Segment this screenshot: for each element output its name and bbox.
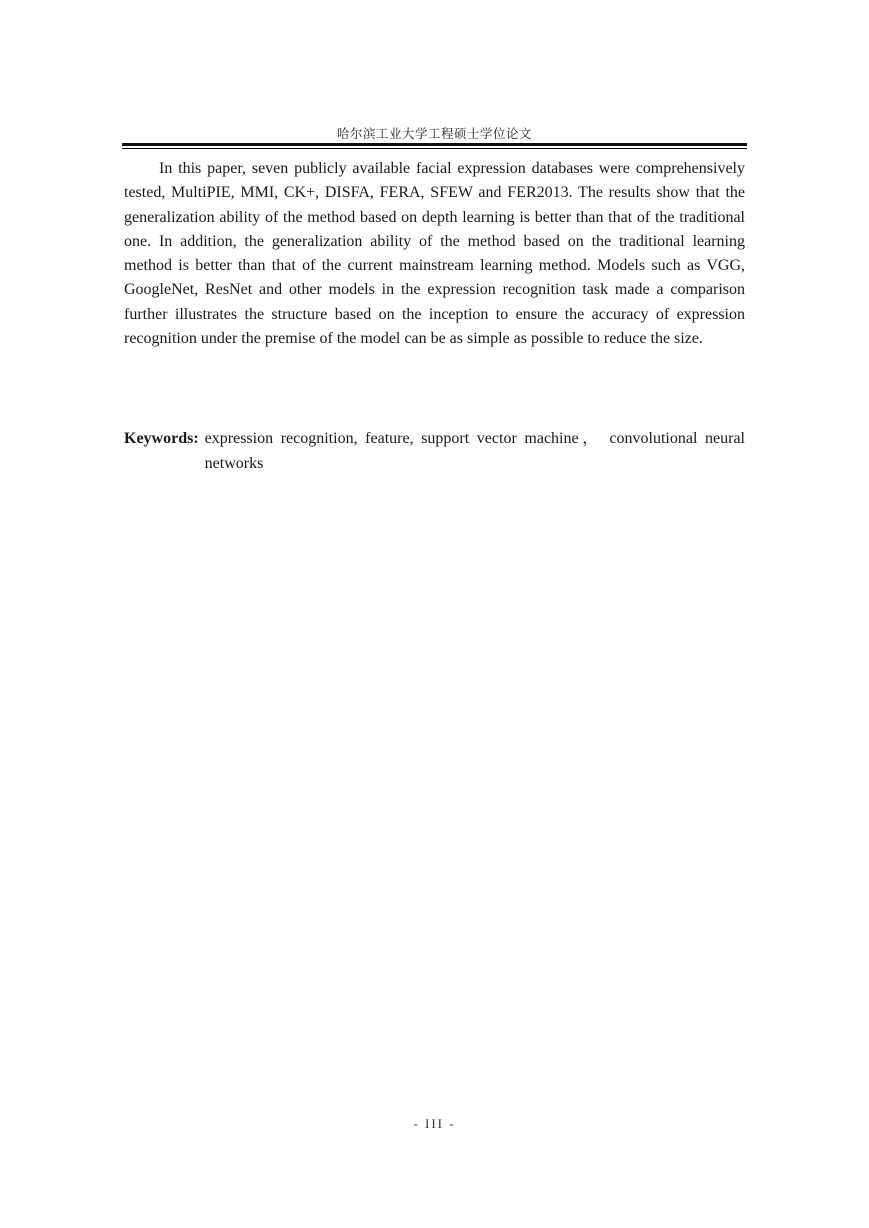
running-header: 哈尔滨工业大学工程硕士学位论文 [336, 126, 532, 141]
abstract-paragraph: In this paper, seven publicly available facial expression databases were comprehensively tested, MultiPIE, MMI, CK+, DISFA, FERA, SFEW and FER2013. The results show that the generalization ability of the method based on depth learning is better than that of the traditional one. In addition, the generalization ability of the method based on the traditional learning method is better than that of the current mainstream learning method. Models such as VGG, GoogleNet, ResNet and other models in the expression recognition task made a comparison further illustrates the structure based on the inception to ensure the accuracy of expression recognition under the premise of the model can be as simple as possible to reduce the size. [124, 160, 745, 348]
keywords-label: Keywords: [124, 430, 199, 447]
keywords-block [124, 426, 745, 476]
page-number: - III - [413, 1116, 456, 1131]
header-rule-thin [122, 148, 747, 149]
header-rule-thick [122, 143, 747, 146]
keywords-text: expression recognition, feature, support vector machine， convolutional neural networks [204, 430, 745, 472]
